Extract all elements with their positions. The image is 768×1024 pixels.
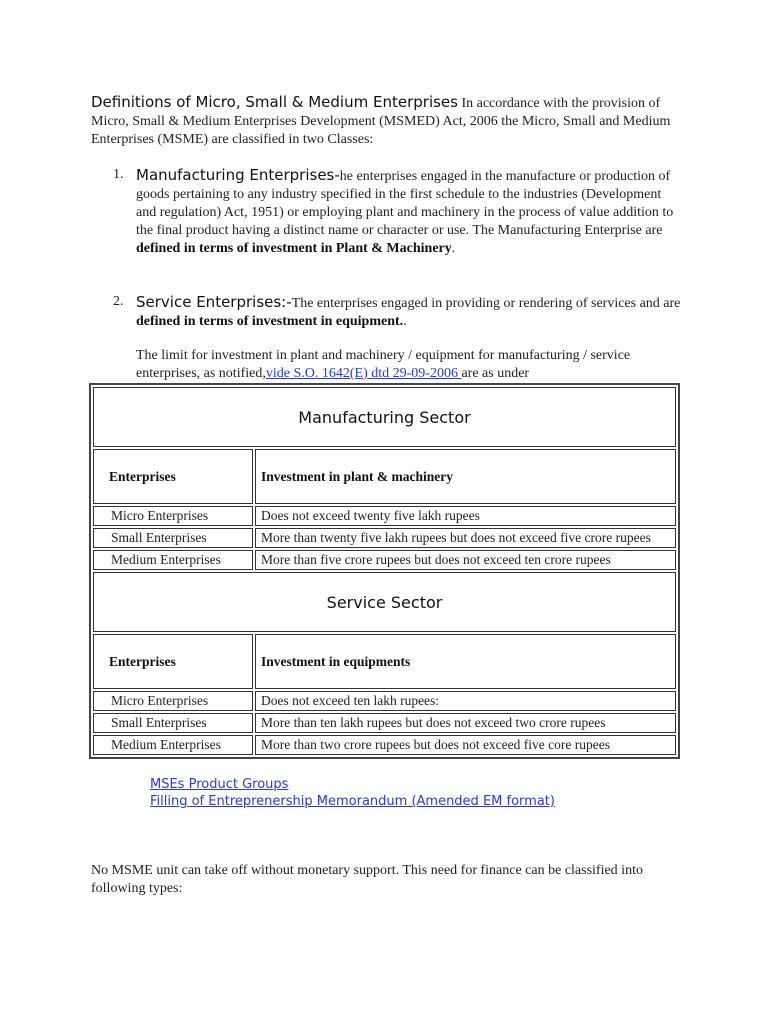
investment-limit: More than two crore rupees but does not exceed five core rupees (255, 735, 676, 755)
service-section-row (93, 572, 676, 632)
mse-product-groups-link[interactable]: MSEs Product Groups (150, 777, 289, 792)
manufacturing-text: he enterprises engaged in the manufacture or production of goods pertaining to any industry specified in the first schedule to the industries (Development and regulation) Act, 1951) or employing plant and machinery in the process of value addition to the final product having a distinct name or character or use. The Manufacturing Enterprise are (136, 169, 674, 238)
manufacturing-sector-title: Manufacturing Sector (93, 387, 676, 447)
service-text: The enterprises engaged in providing or rendering of services and are (291, 296, 681, 311)
manufacturing-bold: defined in terms of investment in Plant & Machinery (136, 241, 452, 256)
related-links (150, 776, 555, 810)
investment-table (89, 383, 680, 759)
investment-header: Investment in equipments (255, 634, 676, 689)
intro-heading: Definitions of Micro, Small & Medium Enterprises (91, 93, 458, 111)
table-row (93, 506, 676, 526)
enterprise-type: Micro Enterprises (93, 506, 253, 526)
enterprise-type: Medium Enterprises (93, 550, 253, 570)
list-number: 2. (113, 294, 124, 309)
service-header-row (93, 634, 676, 689)
enterprises-header: Enterprises (93, 634, 253, 689)
intro-text: In accordance with the provision of Micro, Small & Medium Enterprises Development (MSMED) Act, 2006 the Micro, Small and Medium Enterprises (MSME) are classified in two Classes: (91, 96, 671, 147)
investment-limit: Does not exceed ten lakh rupees: (255, 691, 676, 711)
manufacturing-end: . (451, 241, 456, 256)
enterprises-header: Enterprises (93, 449, 253, 504)
vide-so-link[interactable]: vide S.O. 1642(E) dtd 29-09-2006 (265, 366, 462, 381)
table-row (93, 550, 676, 570)
list-number: 1. (113, 167, 124, 182)
investment-limit: More than five crore rupees but does not exceed ten crore rupees (255, 550, 676, 570)
manufacturing-header-row (93, 449, 676, 504)
finance-paragraph: No MSME unit can take off without monetary support. This need for finance can be classified into following types: (91, 863, 643, 896)
investment-limit: Does not exceed twenty five lakh rupees (255, 506, 676, 526)
manufacturing-section-row (93, 387, 676, 447)
list-item-service (113, 293, 683, 331)
enterprise-type: Small Enterprises (93, 528, 253, 548)
enterprise-type: Medium Enterprises (93, 735, 253, 755)
table-row (93, 528, 676, 548)
manufacturing-term: Manufacturing Enterprises- (136, 166, 340, 184)
service-end: . (403, 314, 407, 329)
enterprise-type: Small Enterprises (93, 713, 253, 733)
investment-limit: More than ten lakh rupees but does not exceed two crore rupees (255, 713, 676, 733)
limit-text: The limit for investment in plant and machinery / equipment for manufacturing / service enterprises, as notified, (136, 348, 631, 381)
investment-limit: More than twenty five lakh rupees but does not exceed five crore rupees (255, 528, 676, 548)
limit-end: are as under (461, 366, 530, 381)
table-row (93, 691, 676, 711)
service-term: Service Enterprises:- (136, 293, 292, 311)
table-row (93, 713, 676, 733)
list-item-manufacturing (113, 166, 683, 258)
limit-paragraph (136, 347, 696, 383)
table-row (93, 735, 676, 755)
service-sector-title: Service Sector (93, 572, 676, 632)
service-bold: defined in terms of investment in equipment. (136, 314, 404, 329)
intro-paragraph (91, 93, 691, 149)
entrepreneurship-memorandum-link[interactable]: Filling of Entreprenership Memorandum (Amended EM format) (150, 794, 555, 809)
enterprise-type: Micro Enterprises (93, 691, 253, 711)
investment-header: Investment in plant & machinery (255, 449, 676, 504)
